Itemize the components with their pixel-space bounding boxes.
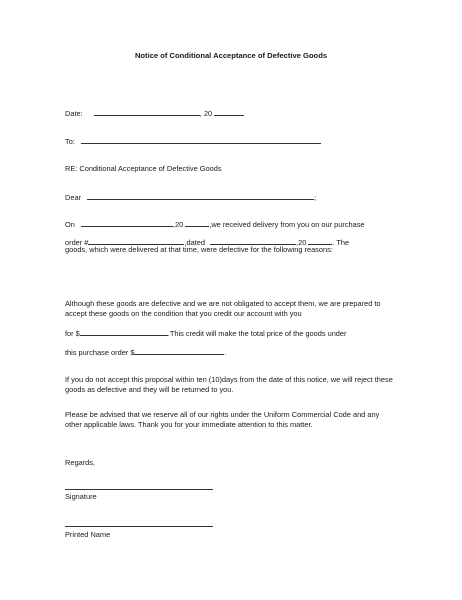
to-blank[interactable] (81, 135, 321, 144)
rights-paragraph: Please be advised that we reserve all of our rights under the Uniform Commercial Code and any other applicable laws. Thank you for your immediate attention to this matter. (65, 410, 380, 429)
date-label: Date: (65, 109, 83, 118)
order-dated: ,dated (184, 238, 205, 247)
dear-line (65, 191, 316, 202)
order-number-blank[interactable] (88, 236, 184, 245)
order-year-prefix: ,20 (296, 238, 307, 247)
credit-for-label: for $ (65, 329, 80, 338)
printed-name-label: Printed Name (65, 530, 111, 539)
order-line-2: goods, which were delivered at that time, were defective for the following reasons: (65, 245, 333, 254)
on-tail: ,we received delivery from you on our purchase (209, 220, 365, 229)
order-date-blank[interactable] (210, 236, 296, 245)
po-amount-blank[interactable] (134, 346, 227, 357)
to-label: To: (65, 137, 75, 146)
dear-label: Dear (65, 193, 82, 202)
order-tail: . The (332, 238, 350, 247)
credit-tail: .This credit will make the total price of the goods under (167, 329, 347, 338)
date-year-prefix: , 20 (199, 109, 213, 118)
re-line: RE: Conditional Acceptance of Defective Goods (65, 164, 222, 173)
date-year-blank[interactable] (214, 107, 244, 116)
order-label: order # (65, 238, 89, 247)
po-line (65, 346, 227, 357)
po-label: this purchase order $ (65, 348, 135, 357)
dear-semicolon: ; (314, 193, 317, 202)
regards-text: Regards, (65, 458, 95, 467)
dear-blank[interactable] (87, 191, 317, 202)
on-label: On (65, 220, 75, 229)
to-line (65, 135, 321, 146)
signature-label: Signature (65, 492, 97, 501)
credit-line (65, 327, 347, 338)
on-year-blank[interactable] (185, 218, 209, 227)
date-blank[interactable] (94, 107, 200, 116)
signature-line[interactable] (65, 489, 213, 490)
date-line (65, 107, 244, 118)
acceptance-paragraph: Although these goods are defective and we are not obligated to accept them, we are prepared to accept these goods on the condition that you credit our account with you (65, 299, 381, 318)
reject-paragraph: If you do not accept this proposal within ten (10)days from the date of this notice, we will reject these goods as defective and they will be returned to you. (65, 375, 393, 394)
on-year-prefix: ,20 (172, 220, 184, 229)
order-year-blank[interactable] (308, 236, 332, 245)
on-line (65, 218, 365, 229)
printed-name-line[interactable] (65, 526, 213, 527)
credit-amount-blank[interactable] (80, 327, 168, 336)
on-date-blank[interactable] (81, 218, 173, 227)
po-end: . (224, 348, 227, 357)
document-title: Notice of Conditional Acceptance of Defective Goods (134, 51, 328, 60)
